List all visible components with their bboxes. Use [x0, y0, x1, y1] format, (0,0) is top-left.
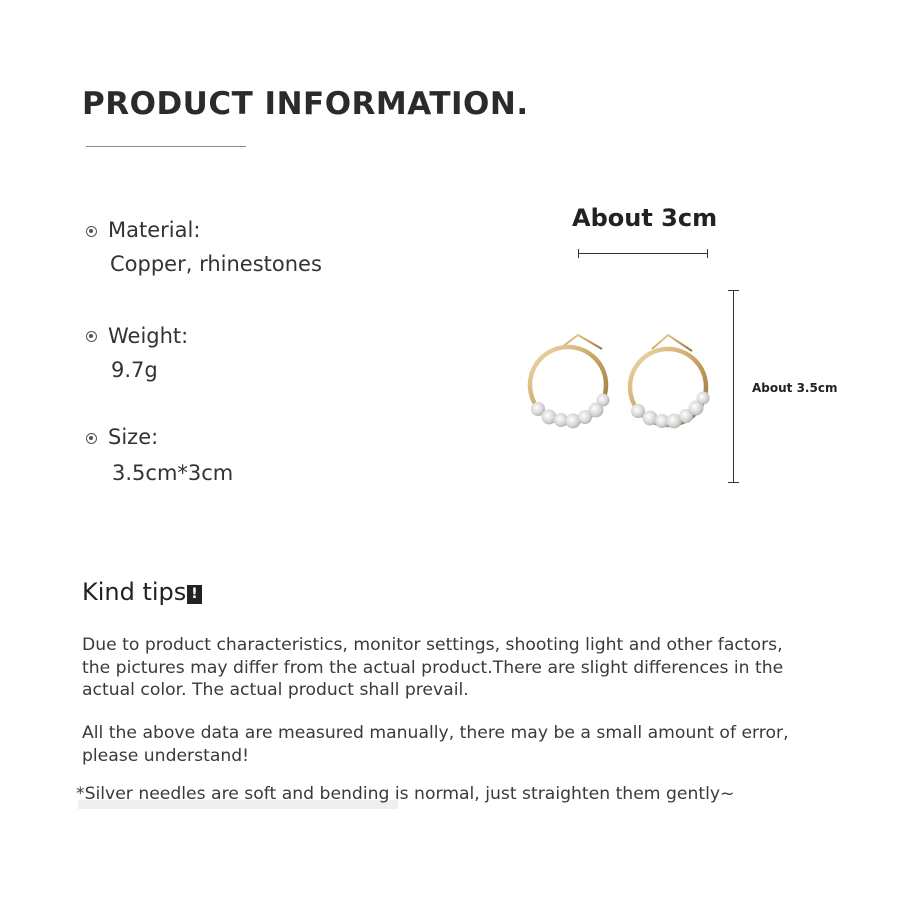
spec-label: Weight:: [108, 324, 189, 348]
width-dimension-line: [578, 253, 708, 254]
spec-value: 9.7g: [111, 358, 158, 382]
needle-note: *Silver needles are soft and bending is normal, just straighten them gently~: [76, 784, 735, 804]
disclaimer-paragraph: Due to product characteristics, monitor settings, shooting light and other factors, the pictures may differ from the actual product.There are slight differences in the actual color. The actual product shall prevail.: [82, 635, 784, 700]
height-dimension-line: [733, 290, 734, 483]
bullet-icon: [86, 226, 97, 237]
left-earring: [530, 335, 610, 429]
width-measurement-label: About 3cm: [572, 204, 718, 232]
page-title: PRODUCT INFORMATION.: [82, 86, 529, 122]
spec-value: 3.5cm*3cm: [112, 461, 234, 485]
bullet-icon: [86, 331, 97, 342]
right-earring: [630, 335, 710, 429]
exclamation-icon: !: [187, 585, 202, 604]
spec-label: Size:: [108, 425, 159, 449]
spec-value: Copper, rhinestones: [110, 252, 322, 276]
title-divider: [86, 146, 246, 147]
measurement-note-paragraph: All the above data are measured manually, there may be a small amount of error, please understand!: [82, 723, 789, 766]
height-measurement-label: About 3.5cm: [752, 381, 838, 395]
spec-label: Material:: [108, 218, 201, 242]
tips-title: Kind tips: [82, 578, 187, 606]
earrings-image: [520, 325, 730, 465]
bullet-icon: [86, 433, 97, 444]
